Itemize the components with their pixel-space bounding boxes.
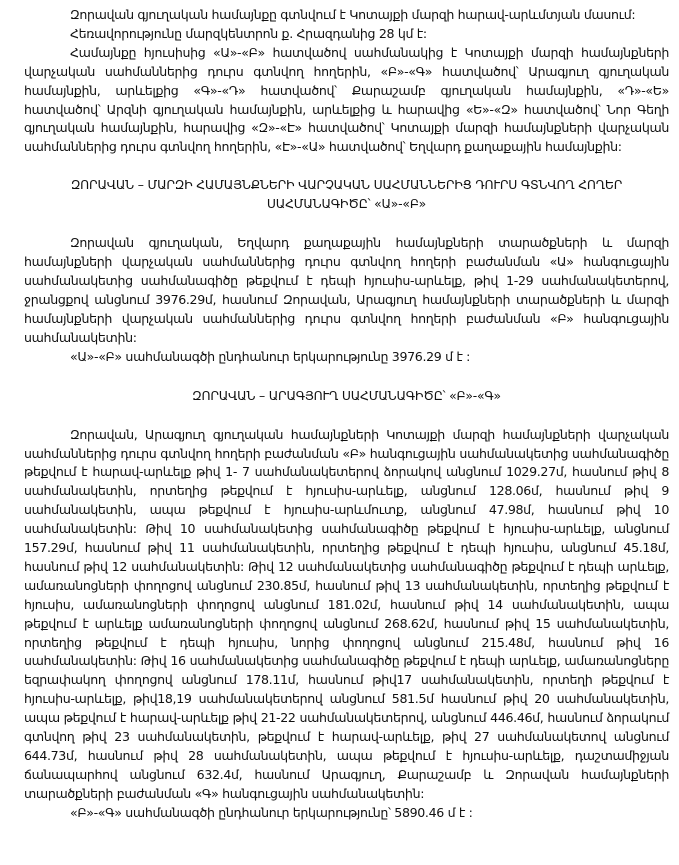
- section-a-b-body: Զորավան գյուղական, Եղվարդ քաղաքային համայնքների տարածքների և մարզի համայնքների վարչական սահմաններից դուրս գտնվող հողերի բաժանման «Ա» հանգուցային սահմանակետից սահմանագիծը թեքվում է դեպի հյուսիս-արևելք, թիվ 1-29 սահմանակետերով, ջրանցքով անցնում 3976.29մ, հասնում Զորավան, Արագյուղ համայնքների տարածքների և մարզի համայնքների վարչական սահմաններից դուրս գտնվող հողերի բաժանման «Բ» հանգուցային սահմանակետին:: [24, 235, 669, 345]
- section-a-b-length: «Ա»-«Բ» սահմանագծի ընդհանուր երկարությունը 3976.29 մ է :: [70, 348, 471, 364]
- section-heading-a-b: ԶՈՐԱՎԱՆ – ՄԱՐԶԻ ՀԱՄԱՅՆՔՆԵՐԻ ՎԱՐՉԱԿԱՆ ՍԱՀՄԱՆՆԵՐԻՑ ԴՈՒՐՍ ԳՏՆՎՈՂ ՀՈՂԵՐ ՍԱՀՄԱՆԱԳԻԾԸ՝ «Ա»-«Բ»: [70, 177, 623, 212]
- section-heading-b-g: ԶՈՐԱՎԱՆ – ԱՐԱԳՅՈՒՂ ՍԱՀՄԱՆԱԳԻԾԸ՝ «Բ»-«Գ»: [192, 387, 501, 403]
- intro-distance-paragraph: Հեռավորությունը մարզկենտրոն ք. Հրազդանից 28 կմ է:: [70, 25, 427, 41]
- intro-borders-paragraph: Համայնքը հյուսիսից «Ա»-«Բ» հատվածով սահմանակից է Կոտայքի մարզի համայնքների վարչական սահմաններից դուրս գտնվող հողերին, «Բ»-«Գ» հատվածով՝ Արագյուղ գյուղական համայնքին, արևելքից «Գ»-«Դ» հատվածով՝ Քարաշամբ գյուղական համայնքին, «Դ»-«Ե» հատվածով՝ Արզնի գյուղական համայնքին, արևելքից և հարավից «Ե»-«Զ» հատվածով՝ Նոր Գեղի գյուղական համայնքին, հարավից «Զ»-«Է» հատվածով՝ Կոտայքի մարզի համայնքների վարչական սահմաններից դուրս գտնվող հողերին, «Է»-«Ա» հատվածով՝ Եղվարդ քաղաքային համայնքին:: [24, 44, 669, 155]
- intro-location-paragraph: Զորավան գյուղական համայնքը գտնվում է Կոտայքի մարզի հարավ-արևմտյան մասում:: [70, 7, 636, 22]
- section-b-g-body: Զորավան, Արագյուղ գյուղական համայնքների Կոտայքի մարզի համայնքների վարչական սահմաններից դուրս գտնվող հողերի բաժանման «Բ» հանգուցային սահմանակետից սահմանագիծը թեքվում է հարավ-արևելք թիվ 1- 7 սահմանակետերով ձորակով անցնում 1029.27մ, հասնում թիվ 8 սահմանակետին, որտեղից թեքվում է հյուսիս-արևելք, անցնում 128.06մ, հասնում թիվ 9 սահմանակետին, ապա թեքվում է հյուսիս-արևմուտք, անցնում 47.98մ, հասնում թիվ 10 սահմանակետին: Թիվ 10 սահմանակետից սահմանագիծը թեքվում է հյուսիս-արևելք, անցնում 157.29մ, հասնում թիվ 11 սահմանակետին, որտեղից թեքվում է դեպի հյուսիս, անցնում 45.18մ, հասնում թիվ 12 սահմանակետին: Թիվ 12 սահմանակետից սահմանագիծը թեքվում է դեպի արևելք, ամառանոցների փողոցով անցնում 230.85մ, հասնում թիվ 13 սահմանակետին, որտեղից թեքվում է հյուսիս, ամառանոցների փողոցով անցնում 181.02մ, հասնում թիվ 14 սահմանակետին, ապա թեքվում է արևելք ամառանոցների փողոցով անցնում 268.62մ, հասնում թիվ 15 սահմանակետին, որտեղից թեքվում է դեպի հյուսիս, նորից փողոցով անցնում 215.48մ, հասնում թիվ 16 սահմանակետին: Թիվ 16 սահմանակետից սահմանագիծը թեքվում է դեպի արևելք, ամառանոցները եզրափակող փողոցով անցնում 178.11մ, հասնում թիվ17 սահմանակետին, որտեղի թեքվում է հյուսիս-արևելք, թիվ18,19 սահմանակետերով անցնում 581.5մ հասնում թիվ 20 սահմանակետին, ապա թեքվում է հարավ-արևելք թիվ 21-22 սահմանակետերով, անցնում 446.46մ, հասնում ձորակում գտնվող թիվ 23 սահմանակետին, թեքվում է հարավ-արևելք, թիվ 27 սահմանակետով անցնում 644.73մ, հասնում թիվ 28 սահմանակետին, ապա թեքվում է հյուսիս-արևելք, դաշտամիջյան ճանապարհով անցնում 632.4մ, հասնում Արագյուղ, Քարաշամբ և Զորավան համայնքների տարածքների բաժանման «Գ» հանգուցային սահմանակետին:: [24, 426, 669, 801]
- section-b-g-length: «Բ»-«Գ» սահմանագծի ընդհանուր երկարությունը՝ 5890.46 մ է :: [70, 804, 473, 820]
